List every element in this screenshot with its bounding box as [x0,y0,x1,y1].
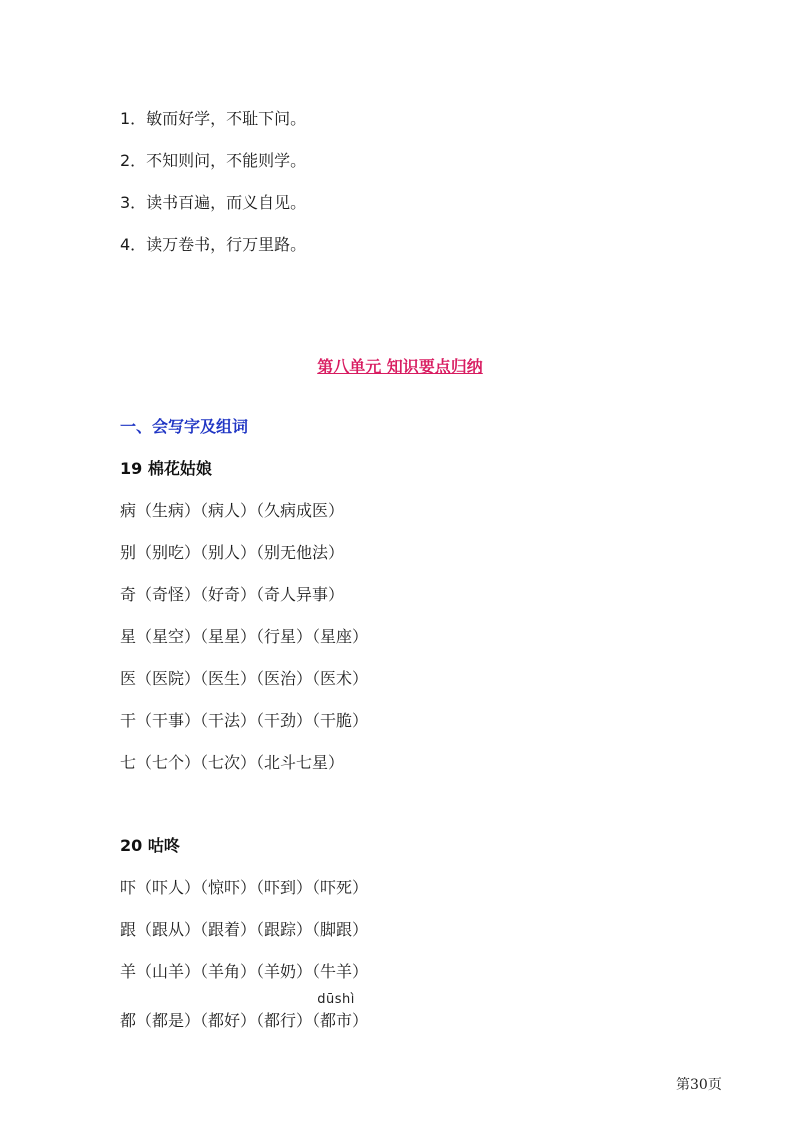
word-row: 星（星空）（星星）（行星）（星座） [120,627,369,646]
word-row: 别（别吃）（别人）（别无他法） [120,543,345,562]
quote-4: 4．读万卷书，行万里路。 [120,235,307,254]
word-row: 干（干事）（干法）（干劲）（干脆） [120,711,369,730]
pinyin-annotation: dūshì [317,992,355,1007]
word-row: 医（医院）（医生）（医治）（医术） [120,669,369,688]
section-title: 一、会写字及组词 [120,417,249,436]
word-row: 跟（跟从）（跟着）（跟踪）（脚跟） [120,920,369,939]
word-row: 奇（奇怪）（好奇）（奇人异事） [120,585,345,604]
unit-title: 第八单元 知识要点归纳 [317,357,483,376]
row-suffix: ） [352,1011,369,1030]
page-number: 第30页 [676,1077,722,1093]
word-with-pinyin [317,992,355,1032]
quote-3: 3．读书百遍，而义自见。 [120,193,307,212]
word-row: 吓（吓人）（惊吓）（吓到）（吓死） [120,878,369,897]
annotated-word: 都市 [320,1011,353,1030]
word-row: 病（生病）（病人）（久病成医） [120,501,345,520]
row-prefix: 都（都是）（都好）（都行）（ [120,1011,321,1030]
lesson-19-title: 19 棉花姑娘 [120,459,212,478]
word-row: 七（七个）（七次）（北斗七星） [120,753,345,772]
quote-2: 2．不知则问，不能则学。 [120,151,307,170]
quote-1: 1．敏而好学，不耻下问。 [120,109,307,128]
word-row-with-pinyin [120,992,369,1032]
lesson-20-title: 20 咕咚 [120,836,180,855]
word-row: 羊（山羊）（羊角）（羊奶）（牛羊） [120,962,369,981]
